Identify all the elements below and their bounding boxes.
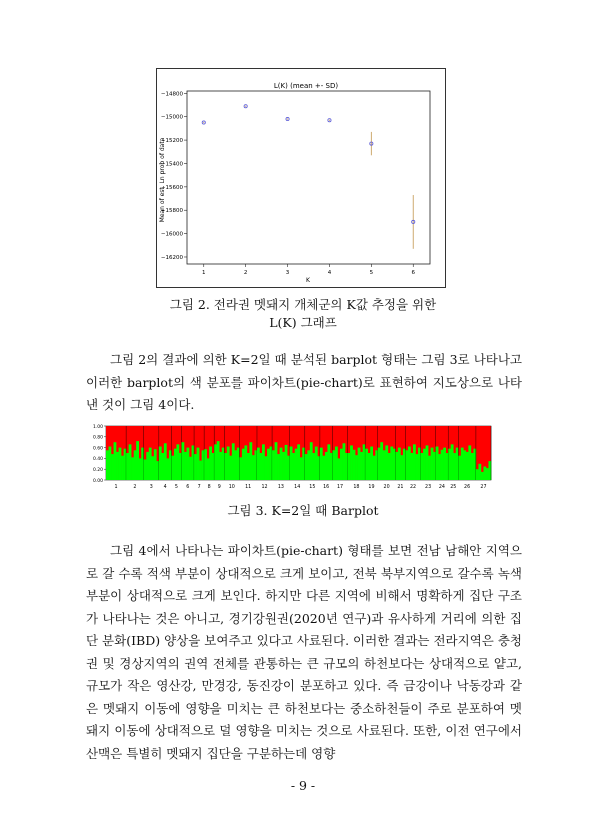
barplot-bar-cluster1	[219, 452, 222, 480]
barplot-bar-cluster1	[282, 452, 285, 480]
barplot-bar-cluster1	[398, 448, 401, 480]
barplot-bar-cluster1	[413, 444, 416, 480]
barplot-bar-cluster1	[312, 453, 315, 480]
barplot-pop-label: 26	[464, 485, 471, 490]
barplot-bar-cluster1	[360, 452, 363, 480]
barplot-bar-cluster1	[111, 454, 114, 480]
barplot-bar-cluster1	[476, 469, 479, 480]
lk-chart-xlabel: K	[306, 277, 310, 284]
barplot-pop-label: 17	[336, 485, 344, 490]
barplot-bar-cluster1	[295, 449, 298, 480]
lk-ytick-label: −15600	[160, 184, 183, 191]
barplot-bar-cluster1	[468, 445, 471, 480]
barplot-bar-cluster1	[252, 455, 255, 480]
barplot-bar-cluster1	[136, 441, 139, 480]
barplot-bar-cluster1	[139, 458, 142, 480]
barplot-bar-cluster1	[174, 449, 177, 480]
barplot-bar-cluster1	[146, 452, 149, 480]
barplot-bar-cluster1	[292, 453, 295, 480]
barplot-bar-cluster1	[322, 456, 325, 480]
barplot-bar-cluster1	[428, 456, 431, 480]
barplot-bar-cluster1	[431, 448, 434, 480]
barplot-bar-cluster1	[197, 448, 200, 480]
barplot-bar-cluster1	[129, 444, 132, 480]
barplot-bar-cluster1	[338, 458, 341, 480]
lk-chart-title: L(K) (mean +- SD)	[273, 82, 339, 90]
barplot-bar-cluster1	[423, 449, 426, 480]
barplot-bar-cluster1	[134, 450, 137, 480]
barplot-bar-cluster1	[405, 450, 408, 480]
barplot-pop-label: 18	[353, 485, 360, 490]
barplot-pop-label: 6	[186, 485, 190, 490]
barplot-bar-cluster1	[166, 458, 169, 480]
barplot-ytick-label: 0.20	[92, 468, 103, 473]
barplot-bar-cluster1	[149, 448, 152, 480]
barplot-ytick-label: 0.00	[92, 478, 103, 484]
barplot-pop-label: 14	[294, 485, 301, 490]
barplot-pop-label: 19	[368, 485, 375, 490]
barplot-bar-cluster1	[194, 454, 197, 480]
barplot-pop-label: 27	[480, 485, 487, 490]
figure-2-caption	[0, 296, 606, 332]
barplot-pop-label: 24	[438, 485, 445, 490]
barplot-bar-cluster1	[114, 442, 117, 480]
barplot-bar-cluster1	[187, 448, 190, 480]
barplot-bar-cluster1	[119, 448, 122, 480]
barplot-bar-cluster1	[471, 453, 474, 480]
barplot-bar-cluster1	[262, 444, 265, 480]
barplot-pop-label: 7	[197, 485, 201, 490]
lk-ytick-label: −15000	[160, 114, 183, 121]
paragraph-2: 그림 4에서 나타나는 파이차트(pie-chart) 형태를 보면 전남 남해안 지역으로 갈 수록 적색 부분이 상대적으로 크게 보이고, 전북 북부지역으로 갈수록 녹색 부분이 상대적으로 크게 보인다. 하지만 다른 지역에 비해서 명확하게 집단 구조가 나타나는 것은 아니고, 경기강원권(2020년 연구)과 유사하게 거리에 의한 집단 분화(IBD) 양상을 보여주고 있다고 사료된다. 이러한 결과는 전라지역은 충청권 및 경상지역의 권역 전체를 관통하는 큰 규모의 하천보다는 상대적으로 얕고, 규모가 작은 영산강, 만경강, 동진강이 분포하고 있다. 즉 금강이나 낙동강과 같은 멧돼지 이동에 영향을 미치는 큰 하천보다는 중소하천들이 주로 분포하여 멧돼지 이동에 상대적으로 덜 영향을 미치는 것으로 사료된다. 또한, 이전 연구에서 산맥은 특별히 멧돼지 집단을 구분하는데 영향	[86, 543, 522, 761]
barplot-bar-cluster1	[466, 452, 469, 480]
barplot-bar-cluster1	[481, 472, 484, 480]
barplot-bar-cluster1	[436, 447, 439, 480]
barplot-bar-cluster1	[443, 448, 446, 480]
barplot-bar-cluster1	[126, 453, 129, 480]
barplot-bar-cluster1	[421, 453, 424, 480]
barplot-pop-label: 5	[174, 485, 178, 490]
barplot-bar-cluster1	[106, 450, 109, 480]
barplot-bar-cluster1	[265, 456, 268, 480]
barplot-bar-cluster1	[325, 452, 328, 480]
barplot-bar-cluster1	[234, 450, 237, 480]
barplot-bar-cluster1	[380, 442, 383, 480]
figure-3-caption: 그림 3. K=2일 때 Barplot	[227, 503, 379, 518]
barplot-bar-cluster1	[259, 453, 262, 480]
lk-chart	[156, 68, 446, 288]
barplot-bar-cluster1	[458, 456, 461, 480]
barplot-pop-label: 8	[207, 485, 211, 490]
lk-ytick-label: −15400	[160, 161, 183, 168]
barplot-bar-cluster1	[229, 456, 232, 480]
barplot-pop-label: 21	[397, 485, 404, 490]
barplot-bar-cluster1	[463, 450, 466, 480]
barplot-bar-cluster1	[285, 445, 288, 480]
barplot-pop-label: 15	[309, 485, 316, 490]
barplot-pop-label: 23	[425, 485, 432, 490]
lk-xtick-label: 6	[411, 270, 415, 276]
barplot-bar-cluster1	[315, 447, 318, 480]
barplot-bar-cluster1	[121, 456, 124, 480]
barplot-bar-cluster1	[207, 458, 210, 480]
barplot-bar-cluster1	[297, 444, 300, 480]
lk-ytick-label: −16200	[160, 254, 183, 261]
barplot-bar-cluster1	[448, 449, 451, 480]
barplot-bar-cluster1	[204, 449, 207, 480]
barplot-bar-cluster1	[290, 447, 293, 480]
barplot-pop-label: 20	[383, 485, 390, 490]
barplot-ytick-label: 0.40	[92, 457, 103, 463]
barplot-bar-cluster1	[257, 448, 260, 480]
barplot-bar-cluster1	[171, 456, 174, 480]
lk-ytick-label: −16000	[160, 231, 183, 238]
barplot-bar-cluster1	[161, 453, 164, 480]
lk-xtick-label: 4	[327, 270, 332, 276]
barplot-bar-cluster1	[388, 453, 391, 480]
barplot-bar-cluster1	[350, 445, 353, 480]
barplot-bar-cluster1	[395, 452, 398, 480]
barplot-bar-cluster1	[390, 447, 393, 480]
barplot-bar-cluster1	[416, 454, 419, 480]
barplot-bar-cluster1	[109, 447, 112, 480]
barplot-bar-cluster1	[280, 448, 283, 480]
lk-xtick-label: 2	[243, 270, 248, 276]
barplot-bars	[106, 426, 491, 480]
barplot-bar-cluster1	[483, 467, 486, 481]
figure-2-caption-line1: 그림 2. 전라권 멧돼지 개체군의 K값 추정을 위한	[169, 297, 437, 312]
lk-ytick-label: −15800	[160, 208, 183, 215]
barplot-bar-cluster1	[232, 443, 235, 480]
barplot-pop-label: 11	[245, 485, 252, 490]
barplot-bar-cluster1	[335, 447, 338, 480]
barplot-bar-cluster1	[320, 448, 323, 480]
barplot-pop-label: 16	[323, 485, 330, 490]
barplot-bar-cluster1	[209, 447, 212, 480]
barplot-bar-cluster1	[438, 454, 441, 480]
barplot-pop-label: 25	[450, 485, 457, 490]
barplot-bar-cluster1	[227, 447, 230, 480]
barplot-bar-cluster1	[441, 450, 444, 480]
barplot-pop-label: 1	[114, 485, 118, 490]
barplot-bar-cluster1	[353, 450, 356, 480]
barplot-bar-cluster1	[478, 464, 481, 480]
barplot-bar-cluster1	[184, 452, 187, 480]
barplot-bar-cluster1	[247, 453, 250, 480]
barplot-pop-labels	[115, 484, 487, 490]
barplot-bar-cluster1	[151, 456, 154, 480]
lk-ytick-label: −15200	[160, 138, 183, 145]
barplot-bar-cluster1	[332, 450, 335, 480]
barplot-bar-cluster1	[214, 444, 217, 480]
barplot-bar-cluster1	[164, 443, 167, 480]
barplot-pop-label: 2	[133, 485, 137, 490]
barplot-bar-cluster1	[310, 442, 313, 480]
barplot-bar-cluster1	[343, 443, 346, 480]
barplot-pop-label: 13	[277, 485, 284, 490]
barplot-pop-label: 10	[228, 485, 235, 490]
barplot-bar-cluster1	[239, 457, 242, 480]
barplot-bar-cluster1	[385, 445, 388, 480]
paragraph-1: 그림 2의 결과에 의한 K=2일 때 분석된 barplot 형태는 그림 3로 나타나고 이러한 barplot의 색 분포를 파이차트(pie-chart)로 표현하여 지도상으로 나타낸 것이 그림 4이다.	[86, 352, 522, 412]
barplot-bar-cluster1	[305, 454, 308, 480]
barplot-bar-cluster1	[410, 453, 413, 480]
barplot-bar-cluster1	[426, 445, 429, 480]
barplot-bar-cluster1	[116, 452, 119, 480]
lk-xtick-label: 5	[369, 270, 374, 276]
barplot-bar-cluster1	[154, 449, 157, 480]
barplot-pop-label: 22	[409, 485, 417, 490]
barplot-bar-cluster1	[451, 444, 454, 480]
barplot-bar-cluster1	[181, 442, 184, 480]
barplot-bar-cluster1	[217, 441, 220, 480]
barplot-bar-cluster1	[224, 453, 227, 480]
barplot-bar-cluster1	[199, 461, 202, 480]
barplot-pop-label: 4	[163, 485, 167, 490]
barplot-bar-cluster1	[159, 447, 162, 480]
barplot-ytick-label: 0.80	[92, 435, 103, 441]
barplot-bar-cluster1	[373, 456, 376, 480]
barplot-pop-label: 9	[217, 485, 221, 490]
barplot-bar-cluster1	[368, 453, 371, 480]
barplot-bar-cluster1	[272, 450, 275, 480]
barplot-bar-cluster1	[189, 457, 192, 480]
barplot-bar-cluster1	[408, 447, 411, 480]
barplot-chart	[86, 422, 496, 497]
barplot-bar-cluster1	[365, 449, 368, 480]
barplot-bar-cluster1	[461, 448, 464, 480]
barplot-bar-cluster1	[144, 459, 147, 480]
barplot-bar-cluster1	[327, 444, 330, 480]
barplot-bar-cluster1	[383, 450, 386, 480]
figure-2-caption-line2: L(K) 그래프	[269, 315, 337, 330]
barplot-bar-cluster1	[176, 444, 179, 480]
barplot-bar-cluster1	[358, 448, 361, 480]
barplot-bar-cluster1	[486, 468, 489, 480]
barplot-bar-cluster1	[131, 457, 134, 480]
lk-chart-ylabel: Mean of est. Ln prob of data	[159, 137, 166, 223]
barplot-ytick-label: 1.00	[92, 424, 103, 430]
lk-ytick-label: −14800	[160, 91, 183, 98]
barplot-bar-cluster1	[348, 453, 351, 480]
barplot-bar-cluster1	[267, 449, 270, 480]
barplot-pop-label: 3	[149, 485, 153, 490]
page-number: - 9 -	[290, 778, 316, 793]
barplot-bar-cluster1	[300, 457, 303, 480]
barplot-pop-label: 12	[261, 485, 268, 490]
barplot-bar-cluster1	[244, 445, 247, 480]
barplot-bar-cluster1	[453, 453, 456, 480]
barplot-bar-cluster1	[307, 450, 310, 480]
barplot-bar-cluster1	[355, 455, 358, 480]
barplot-ytick-label: 0.60	[92, 446, 103, 452]
barplot-bar-cluster1	[400, 455, 403, 480]
barplot-bar-cluster1	[249, 442, 252, 480]
lk-xtick-label: 1	[202, 270, 206, 276]
barplot-bar-cluster1	[370, 447, 373, 480]
barplot-bar-cluster1	[340, 449, 343, 480]
barplot-bar-cluster1	[277, 454, 280, 480]
lk-xtick-label: 3	[285, 270, 290, 276]
barplot-bar-cluster1	[378, 448, 381, 480]
barplot-bar-cluster1	[275, 442, 278, 480]
barplot-bar-cluster1	[242, 449, 245, 480]
